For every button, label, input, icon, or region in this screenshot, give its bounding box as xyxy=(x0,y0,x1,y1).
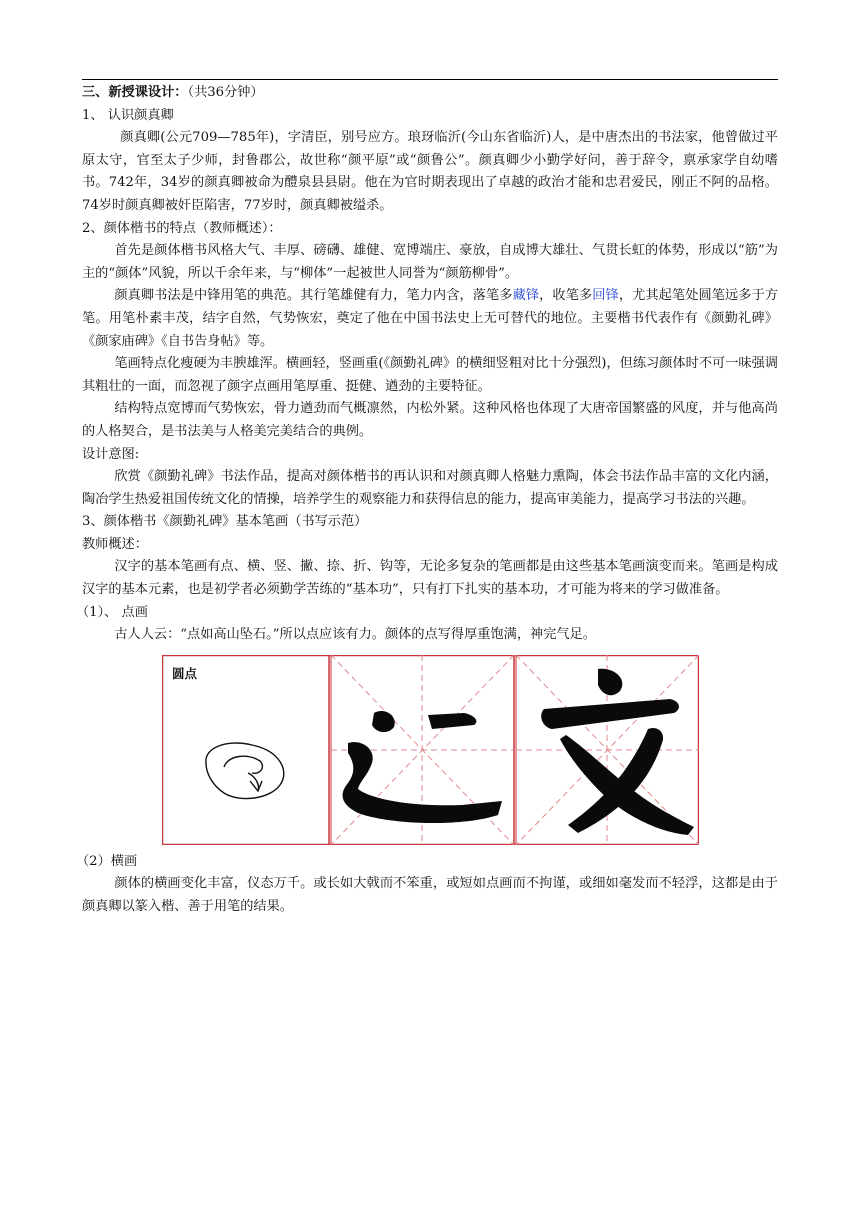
figure-label: 圆点 xyxy=(172,665,198,681)
s2-paragraph-2 xyxy=(82,285,778,353)
teacher-label: 教师概述： xyxy=(82,536,148,552)
sub1-heading: （1）、 点画 xyxy=(76,604,148,620)
s2-paragraph-3: 笔画特点化瘦硬为丰腴雄浑。横画轻，竖画重(《颜勤礼碑》的横细竖粗对比十分强烈)，但练习颜体时不可一味强调其粗壮的一面，而忽视了颜字点画用笔厚重、挺健、遒劲的主要特征。 xyxy=(82,356,778,394)
s2-text-b: ，收笔多 xyxy=(539,288,593,304)
s2-text-a: 颜真卿书法是中锋用笔的典范。其行笔雄健有力，笔力内含，落笔多 xyxy=(114,288,513,304)
sub2-paragraph: 颜体的横画变化丰富，仪态万千。或长如大戟而不笨重，或短如点画而不拘谨，或细如毫发而不轻浮，这都是由于颜真卿以篆入楷、善于用笔的结果。 xyxy=(82,876,778,915)
document-body xyxy=(76,82,779,919)
s2-text-c: ，尤其起笔处圆笔远多于方笔。用笔朴素丰茂，结字自然，气势恢宏，奠定了他在中国书法史上无可替代的地位。主要楷书代表作有《颜勤礼碑》《颜家庙碑》《自书告身帖》等。 xyxy=(82,288,779,349)
s2-paragraph-1: 首先是颜体楷书风格大气、丰厚、磅礴、雄健、宽博端庄、豪放，自成博大雄壮、气贯长虹的体势，形成以“筋”为主的“颜体”风貌，所以千余年来，与“柳体”一起被世人同誉为“颜筋柳骨”。 xyxy=(82,243,778,281)
sub2-heading: （2）横画 xyxy=(76,853,138,869)
design-paragraph: 欣赏《颜勤礼碑》书法作品，提高对颜体楷书的再认识和对颜真卿人格魅力熏陶，体会书法作品丰富的文化内涵，陶冶学生热爱祖国传统文化的情操，培养学生的观察能力和获得信息的能力，提高审美能力，提高学习书法的兴趣。 xyxy=(82,469,778,507)
dot-stroke-figure xyxy=(162,655,699,845)
s1-paragraph: 颜真卿(公元709—785年)，字清臣，别号应方。琅玡临沂(今山东省临沂)人，是中唐杰出的书法家，他曾做过平原太守，官至太子少师，封鲁郡公，故世称“颜平原”或“颜鲁公”。颜真卿少小勤学好问，善于辞令，禀承家学自幼嗜书。742年，34岁的颜真卿被命为醴泉县县尉。他在为官时期表现出了卓越的政治才能和忠君爱民，刚正不阿的品格。74岁时颜真卿被奸臣陷害，77岁时，颜真卿被缢杀。 xyxy=(82,130,778,213)
s3-heading: 3、颜体楷书《颜勤礼碑》基本笔画（书写示范） xyxy=(82,514,368,530)
calligraphy-grid-image xyxy=(162,655,699,845)
section-title: 三、新授课设计： xyxy=(82,85,188,100)
s1-heading: 1、 认识颜真卿 xyxy=(82,107,174,123)
design-label: 设计意图: xyxy=(82,446,140,462)
s3-paragraph: 汉字的基本笔画有点、横、竖、撇、捺、折、钩等，无论多复杂的笔画都是由这些基本笔画演变而来。笔画是构成汉字的基本元素，也是初学者必须勤学苦练的“基本功”，只有打下扎实的基本功，才可能为将来的学习做准备。 xyxy=(82,559,778,598)
link-cangfeng[interactable]: 藏锋 xyxy=(512,288,540,304)
header-rule xyxy=(82,79,778,80)
s2-paragraph-4: 结构特点宽博而气势恢宏，骨力遒劲而气概凛然，内松外紧。这种风格也体现了大唐帝国繁盛的风度，并与他高尚的人格契合，是书法美与人格美完美结合的典例。 xyxy=(82,401,778,439)
section-heading xyxy=(82,82,778,105)
section-time: （共36分钟） xyxy=(187,85,264,100)
sub1-paragraph: 古人人云：“点如高山坠石。”所以点应该有力。颜体的点写得厚重饱满，神完气足。 xyxy=(114,627,596,643)
link-huifeng[interactable]: 回锋 xyxy=(592,288,619,304)
s2-heading: 2、颜体楷书的特点（教师概述）： xyxy=(82,220,282,236)
